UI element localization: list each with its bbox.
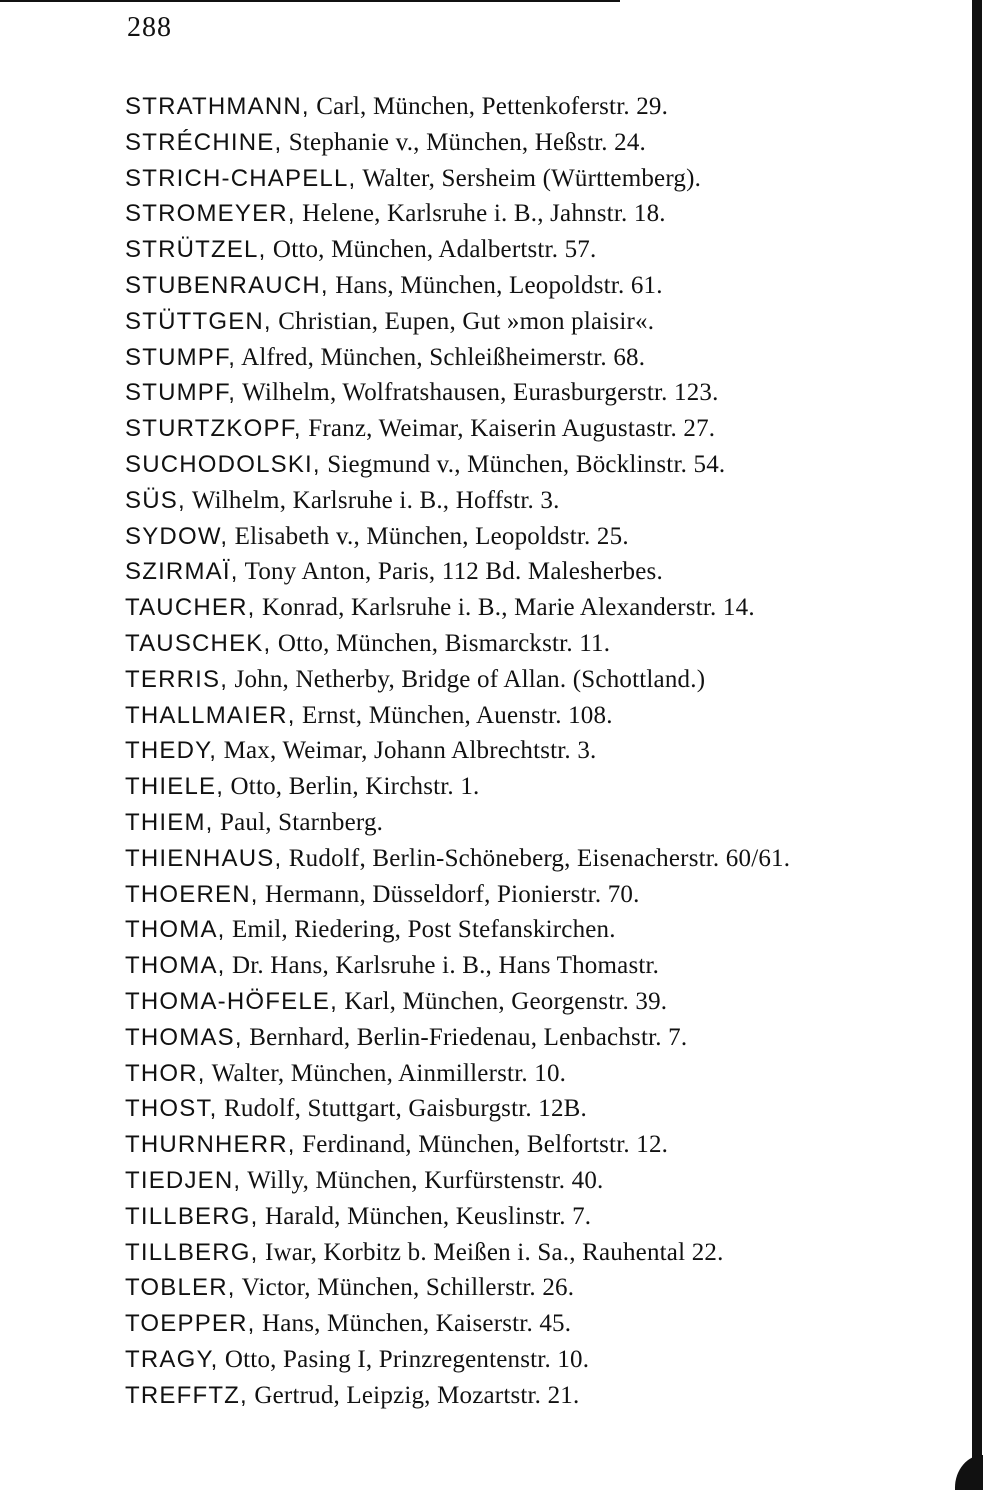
entry-details: Harald, München, Keuslinstr. 7. (258, 1202, 592, 1230)
directory-entry (125, 733, 965, 769)
directory-entry (125, 483, 965, 519)
directory-entry (125, 411, 965, 447)
entry-surname: STRÉCHINE, (125, 128, 283, 156)
entry-details: Bernhard, Berlin-Friedenau, Lenbachstr. 7. (242, 1023, 688, 1051)
entry-details: Siegmund v., München, Böcklinstr. 54. (320, 450, 726, 478)
entry-details: Hans, München, Leopoldstr. 61. (328, 271, 663, 299)
entry-surname: SUCHODOLSKI, (125, 450, 321, 478)
entry-surname: STÜTTGEN, (125, 307, 272, 335)
entry-details: Hermann, Düsseldorf, Pionierstr. 70. (258, 880, 640, 908)
directory-entry (125, 161, 965, 197)
directory-entry (125, 769, 965, 805)
entry-details: Willy, München, Kurfürstenstr. 40. (241, 1166, 604, 1194)
entry-surname: THOEREN, (125, 880, 259, 908)
directory-entry (125, 1342, 965, 1378)
entry-surname: TREFFTZ, (125, 1381, 248, 1409)
entry-details: Christian, Eupen, Gut »mon plaisir«. (271, 307, 655, 335)
entry-surname: SÜS, (125, 486, 186, 514)
entry-details: Carl, München, Pettenkoferstr. 29. (309, 93, 669, 120)
entry-surname: TOBLER, (125, 1274, 236, 1302)
entry-details: Franz, Weimar, Kaiserin Augustastr. 27. (301, 415, 716, 443)
entry-details: Otto, Berlin, Kirchstr. 1. (224, 773, 480, 801)
directory-entry (125, 232, 965, 268)
entry-details: Dr. Hans, Karlsruhe i. B., Hans Thomastr. (225, 952, 660, 980)
directory-entry (125, 519, 965, 555)
entry-details: Gertrud, Leipzig, Mozartstr. 21. (247, 1381, 580, 1409)
directory-entry (125, 841, 965, 877)
entry-surname: STUBENRAUCH, (125, 271, 329, 299)
directory-entry (125, 912, 965, 948)
entry-surname: STRATHMANN, (125, 93, 310, 120)
entry-surname: SYDOW, (125, 522, 229, 550)
page-binding-foot (955, 1455, 983, 1490)
entry-details: Paul, Starnberg. (213, 808, 384, 836)
entry-surname: STURTZKOPF, (125, 415, 302, 443)
directory-entry (125, 1306, 965, 1342)
entry-surname: TOEPPER, (125, 1310, 256, 1338)
directory-entry (125, 447, 965, 483)
entry-details: Otto, München, Bismarckstr. 11. (271, 629, 611, 657)
entry-surname: TAUSCHEK, (125, 629, 272, 657)
entry-surname: STRÜTZEL, (125, 236, 267, 264)
directory-entry (125, 125, 965, 161)
directory-entry (125, 1127, 965, 1163)
entry-details: Iwar, Korbitz b. Meißen i. Sa., Rauhental 22. (258, 1238, 724, 1266)
entry-details: Elisabeth v., München, Leopoldstr. 25. (228, 522, 629, 550)
entry-surname: THOMA-HÖFELE, (125, 987, 338, 1015)
directory-entry (125, 698, 965, 734)
directory-entry (125, 805, 965, 841)
entry-surname: THIELE, (125, 773, 225, 801)
directory-entry (125, 590, 965, 626)
entry-surname: STRICH-CHAPELL, (125, 164, 357, 192)
directory-entry (125, 1270, 965, 1306)
entry-surname: TILLBERG, (125, 1202, 259, 1230)
entry-surname: SZIRMAÏ, (125, 558, 239, 586)
directory-entry (125, 662, 965, 698)
directory-entry (125, 1235, 965, 1271)
directory-entry (125, 304, 965, 340)
entry-surname: THEDY, (125, 737, 218, 765)
entry-details: Max, Weimar, Johann Albrechtstr. 3. (217, 737, 597, 765)
entry-surname: THOST, (125, 1095, 218, 1123)
directory-entry (125, 1056, 965, 1092)
entry-surname: STUMPF, (125, 343, 237, 371)
directory-entry (125, 268, 965, 304)
entry-details: Otto, Pasing I, Prinzregentenstr. 10. (218, 1345, 590, 1373)
directory-list (125, 89, 965, 1413)
directory-entry (125, 877, 965, 913)
entry-details: Konrad, Karlsruhe i. B., Marie Alexanderstr. 14. (255, 594, 755, 622)
directory-entry (125, 1020, 965, 1056)
directory-entry (125, 626, 965, 662)
entry-details: Tony Anton, Paris, 112 Bd. Malesherbes. (238, 558, 663, 586)
entry-details: Walter, Sersheim (Württemberg). (356, 164, 702, 192)
entry-details: Rudolf, Berlin-Schöneberg, Eisenacherstr. 60/61. (282, 844, 791, 872)
entry-surname: THALLMAIER, (125, 701, 296, 729)
entry-surname: STROMEYER, (125, 200, 296, 228)
entry-surname: THOMA, (125, 916, 226, 944)
entry-surname: THIENHAUS, (125, 844, 283, 872)
entry-details: Ferdinand, München, Belfortstr. 12. (295, 1131, 669, 1159)
entry-details: Emil, Riedering, Post Stefanskirchen. (225, 916, 616, 944)
entry-details: Stephanie v., München, Heßstr. 24. (282, 128, 647, 156)
entry-details: Karl, München, Georgenstr. 39. (337, 987, 668, 1015)
entry-details: Wilhelm, Wolfratshausen, Eurasburgerstr. 123. (236, 379, 719, 407)
entry-surname: TRAGY, (125, 1345, 219, 1373)
entry-details: Alfred, München, Schleißheimerstr. 68. (236, 343, 646, 371)
entry-surname: TAUCHER, (125, 594, 256, 622)
entry-details: Wilhelm, Karlsruhe i. B., Hoffstr. 3. (185, 486, 560, 514)
entry-surname: TERRIS, (125, 665, 229, 693)
top-rule (0, 0, 620, 2)
entry-surname: THIEM, (125, 808, 214, 836)
entry-surname: TIEDJEN, (125, 1166, 242, 1194)
entry-details: Walter, München, Ainmillerstr. 10. (205, 1059, 567, 1087)
entry-surname: THOR, (125, 1059, 206, 1087)
directory-entry (125, 948, 965, 984)
directory-entry (125, 984, 965, 1020)
entry-surname: THOMA, (125, 952, 226, 980)
directory-entry (125, 1199, 965, 1235)
directory-entry (125, 1091, 965, 1127)
entry-details: Rudolf, Stuttgart, Gaisburgstr. 12B. (217, 1095, 587, 1123)
page-binding-edge (972, 0, 982, 1490)
directory-entry (125, 554, 965, 590)
entry-details: Helene, Karlsruhe i. B., Jahnstr. 18. (295, 200, 666, 228)
entry-surname: THURNHERR, (125, 1131, 296, 1159)
entry-details: John, Netherby, Bridge of Allan. (Schottland.) (228, 665, 706, 693)
directory-entry (125, 375, 965, 411)
directory-entry (125, 196, 965, 232)
page-number: 288 (127, 12, 172, 43)
entry-surname: THOMAS, (125, 1023, 243, 1051)
entry-details: Otto, München, Adalbertstr. 57. (266, 236, 597, 264)
entry-surname: TILLBERG, (125, 1238, 259, 1266)
directory-entry (125, 1378, 965, 1414)
entry-details: Ernst, München, Auenstr. 108. (295, 701, 613, 729)
directory-entry (125, 89, 965, 125)
entry-details: Victor, München, Schillerstr. 26. (235, 1274, 575, 1302)
directory-entry (125, 340, 965, 376)
entry-surname: STUMPF, (125, 379, 237, 407)
entry-details: Hans, München, Kaiserstr. 45. (255, 1310, 572, 1338)
directory-entry (125, 1163, 965, 1199)
